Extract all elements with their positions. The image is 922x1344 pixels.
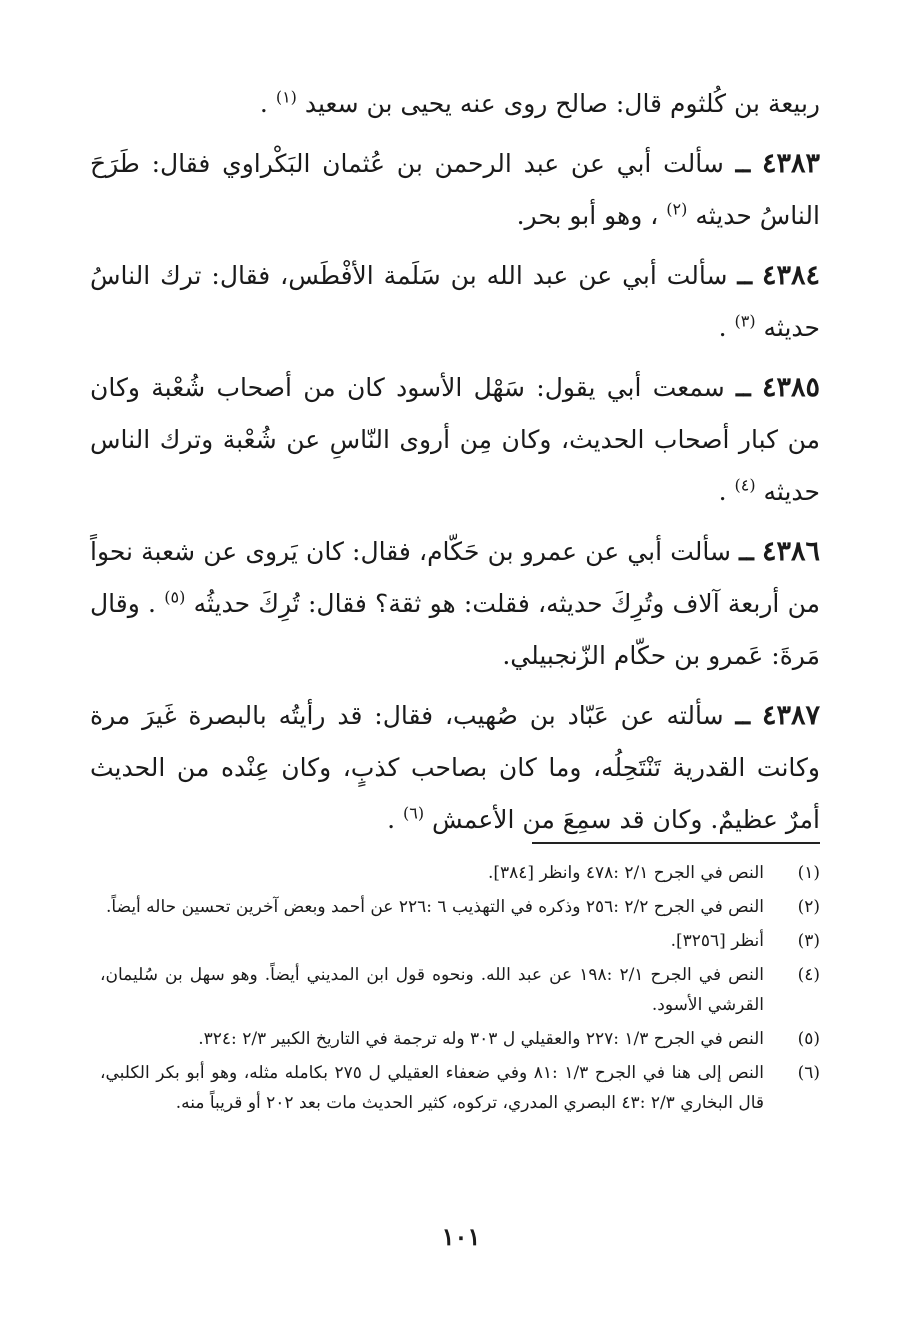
entry-number: ٤٣٨٦ — [762, 536, 821, 567]
entry-dash: ــ — [736, 373, 751, 402]
footnote-4 — [100, 960, 820, 1020]
paragraph-tail: ، وهو أبو بحر. — [516, 201, 659, 230]
footnote-text: النص في الجرح ١/٣ :٢٢٧ والعقيلي ل ٣٠٣ وله ترجمة في التاريخ الكبير ٢/٣ :٣٢٤. — [198, 1029, 764, 1049]
footnotes — [100, 858, 820, 1122]
footnote-separator — [532, 842, 820, 844]
entry-4387 — [90, 690, 820, 846]
footnote-ref: (١) — [275, 87, 297, 107]
paragraph-text: سألت أبي عن عبد الرحمن بن عُثمان البَكْراوي فقال: طَرَحَ الناسُ حديثه — [90, 149, 820, 230]
footnote-1 — [100, 858, 820, 888]
paragraph-tail: . — [718, 313, 727, 342]
paragraph-tail: . وقال مَرةَ: عَمرو بن حكّام الزّنجبيلي. — [90, 589, 820, 670]
footnote-mark: (٤) — [797, 965, 820, 985]
footnote-text: النص إلى هنا في الجرح ١/٣ :٨١ وفي ضعفاء العقيلي ل ٢٧٥ بكامله مثله، وهو أبو بكر الكلبي، قال البخاري ٢/٣ :٤٣ البصري المدري، تركوه، كثير الحديث مات بعد ٢٠٢ أو قريباً منه. — [100, 1063, 764, 1113]
footnote-text: النص في الجرح ٢/١ :٤٧٨ وانظر [٣٨٤]. — [487, 863, 764, 883]
footnote-ref: (٦) — [402, 803, 425, 823]
footnote-text: النص في الجرح ٢/٢ :٢٥٦ وذكره في التهذيب ٦ :٢٢٦ عن أحمد وبعض آخرين تحسين حاله أيضاً. — [106, 897, 764, 917]
paragraph-text: سمعت أبي يقول: سَهْل الأسود كان من أصحاب شُعْبة وكان من كبار أصحاب الحديث، وكان مِن أروى النّاسِ عن شُعْبة وترك الناس حديثه — [90, 373, 820, 506]
paragraph-tail: . — [718, 477, 727, 506]
footnote-6 — [100, 1058, 820, 1118]
paragraph-tail: . — [387, 805, 396, 834]
entry-4384 — [90, 250, 820, 354]
footnote-ref: (٤) — [734, 475, 756, 495]
entry-dash: ــ — [735, 701, 751, 730]
entry-number: ٤٣٨٤ — [761, 260, 820, 291]
paragraph-text: سألت أبي عن عبد الله بن سَلَمة الأفْطَس، فقال: ترك الناسُ حديثه — [90, 261, 820, 342]
entry-4385 — [90, 362, 820, 518]
paragraph-text: سألته عن عَبّاد بن صُهيب، فقال: قد رأيتُه بالبصرة غَيرَ مرة وكانت القدرية تَنْتَحِلُه، وما كان بصاحب كذبٍ، وكان عِنْده من الحديث أمرٌ عظيمٌ. وكان قد سمِعَ من الأعمش — [90, 701, 820, 834]
footnote-text: أنظر [٣٢٥٦]. — [670, 931, 764, 951]
paragraph-text: سألت أبي عن عمرو بن حَكّام، فقال: كان يَروى عن شعبة نحواً من أربعة آلاف وتُرِكَ حديثه، فقلت: هو ثقة؟ فقال: تُرِكَ حديثُه — [90, 537, 821, 618]
footnote-ref: (٥) — [164, 587, 186, 607]
footnote-mark: (٦) — [797, 1063, 820, 1083]
footnote-ref: (٣) — [734, 311, 756, 331]
footnote-mark: (١) — [797, 863, 820, 883]
entry-dash: ــ — [735, 149, 751, 178]
entry-dash: ــ — [737, 261, 753, 290]
entry-number: ٤٣٨٧ — [762, 700, 821, 731]
entry-4383 — [90, 138, 820, 242]
footnote-ref: (٢) — [666, 199, 688, 219]
footnote-3 — [100, 926, 820, 956]
footnote-5 — [100, 1024, 820, 1054]
main-text — [90, 78, 820, 854]
footnote-mark: (٢) — [797, 897, 820, 917]
entry-4386 — [90, 526, 820, 682]
entry-number: ٤٣٨٥ — [761, 372, 820, 403]
paragraph-tail: . — [259, 89, 268, 118]
footnote-text: النص في الجرح ٢/١ :١٩٨ عن عبد الله. ونحوه قول ابن المديني أيضاً. وهو سهل بن سُليمان، القرشي الأسود. — [100, 965, 764, 1015]
footnote-mark: (٣) — [797, 931, 820, 951]
paragraph-continuation — [90, 78, 820, 130]
paragraph-text: ربيعة بن كُلثوم قال: صالح روى عنه يحيى بن سعيد — [304, 89, 820, 118]
footnote-2 — [100, 892, 820, 922]
entry-dash: ــ — [739, 537, 754, 566]
page-number: ١٠١ — [441, 1222, 481, 1251]
entry-number: ٤٣٨٣ — [761, 148, 820, 179]
footnote-mark: (٥) — [797, 1029, 820, 1049]
